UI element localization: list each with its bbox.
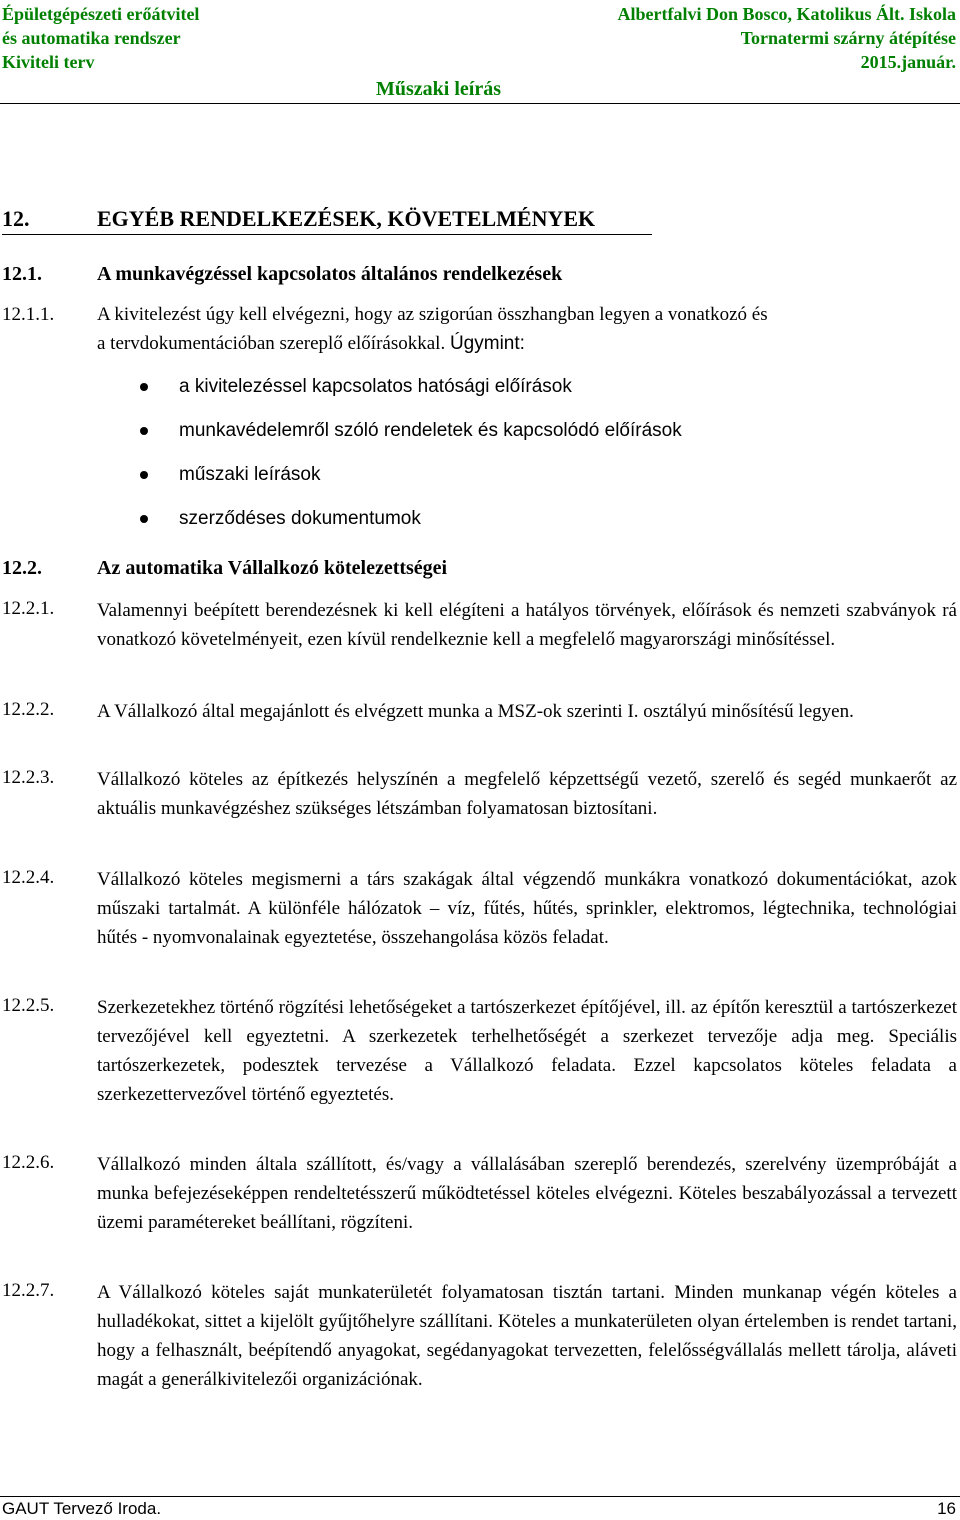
list-item [140,464,682,508]
item-number: 12.2.4. [2,867,55,888]
document-title: Műszaki leírás [376,78,501,100]
header-left-line: Épületgépészeti erőátvitel [2,4,200,24]
item-text: Vállalkozó köteles megismerni a társ szakágak által végzendő munkákra vonatkozó dokumentációkat, azok műszaki tartalmát. A különféle hálózatok – víz, fűtés, hűtés, sprinkler, elektromos, légtechnika, technológiai hűtés - nyomvonalainak egyeztetése, összehangolása közös feladat. [97,869,957,948]
footer-company: GAUT Tervező Iroda. [2,1499,162,1518]
subsection-title: Az automatika Vállalkozó kötelezettségei [97,557,448,579]
header-right-line: 2015.január. [860,52,956,72]
item-number: 12.2.5. [2,995,55,1016]
subsection-number: 12.1. [2,263,42,285]
bullet-icon [140,471,148,479]
subsection-title: A munkavégzéssel kapcsolatos általános rendelkezések [97,263,563,285]
paragraph-number: 12.1.1. [2,304,55,325]
header-right-line: Albertfalvi Don Bosco, Katolikus Ált. Iskola [617,4,956,24]
header-left-line: és automatika rendszer [2,28,181,48]
bullet-list [140,376,682,552]
list-item-text: munkavédelemről szóló rendeletek és kapcsolódó előírások [179,420,682,441]
header-left [2,2,199,74]
header-divider [0,103,960,104]
subsection-number: 12.2. [2,557,42,579]
bullet-icon [140,383,148,391]
section-title: EGYÉB RENDELKEZÉSEK, KÖVETELMÉNYEK [97,206,596,231]
paragraph-line [97,329,957,358]
section-underline [2,234,652,235]
page-number: 16 [937,1499,956,1518]
list-item-text: műszaki leírások [179,464,321,485]
item-text: Szerkezetekhez történő rögzítési lehetőségeket a tartószerkezet építőjével, ill. az építőn keresztül a tartószerkezet tervezőjével kell egyeztetni. A szerkezetek terhelhetőségét a szerkezet tervezője adja meg. Speciális tartószerkezetek, podesztek tervezése a Vállalkozó feladata. Ezzel kapcsolatos köteles feladata a szerkezettervezővel történő egyeztetés. [97,997,957,1105]
item-number: 12.2.7. [2,1280,55,1301]
list-item [140,376,682,420]
section-number: 12. [2,206,30,231]
paragraph-text-tail: Úgymint: [449,333,525,354]
list-item [140,508,682,552]
item-text: A Vállalkozó köteles saját munkaterületét folyamatosan tisztán tartani. Minden munkanap végén köteles a hulladékokat, sittet a kijelölt gyűjtőhelyre szállítani. Köteles a munkaterületen olyan értelemben is rendet tartani, hogy a felhasznált, beépítendő anyagokat, segédanyagokat tervezetten, felelősségvállalás mellett tárolja, aláveti magát a generálkivitelezői organizációnak. [97,1282,957,1390]
item-number: 12.2.6. [2,1152,55,1173]
paragraph-line: A kivitelezést úgy kell elvégezni, hogy az szigorúan összhangban legyen a vonatkozó és [97,304,768,325]
header-right [617,2,956,74]
item-text: Valamennyi beépített berendezésnek ki kell elégíteni a hatályos törvények, előírások és nemzeti szabványok rá vonatkozó követelményeit, ezen kívül rendelkeznie kell a megfelelő magyarországi minősítéssel. [97,600,957,650]
item-text: Vállalkozó köteles az építkezés helyszínén a megfelelő képzettségű vezető, szerelő és segéd munkaerőt az aktuális munkavégzéshez szükséges létszámban folyamatosan biztosítani. [97,769,957,819]
item-text: A Vállalkozó által megajánlott és elvégzett munka a MSZ-ok szerinti I. osztályú minősítésű legyen. [97,701,854,722]
item-number: 12.2.3. [2,767,55,788]
paragraph-12-1-1 [97,300,957,358]
list-item-text: a kivitelezéssel kapcsolatos hatósági előírások [179,376,572,397]
item-text: Vállalkozó minden általa szállított, és/vagy a vállalásában szereplő berendezés, szerelvény üzempróbáját a munka befejezéseképpen rendeltetésszerű működtetéssel köteles elvégezni. Köteles beszabályozással a tervezett üzemi paramétereket beállítani, rögzíteni. [97,1154,957,1233]
bullet-icon [140,515,148,523]
header-right-line: Tornatermi szárny átépítése [740,28,956,48]
bullet-icon [140,427,148,435]
list-item-text: szerződéses dokumentumok [179,508,421,529]
header-left-line: Kiviteli terv [2,52,95,72]
footer-divider [0,1496,960,1497]
list-item [140,420,682,464]
item-number: 12.2.2. [2,699,55,720]
paragraph-text: a tervdokumentációban szereplő előírásokkal. [97,333,446,354]
item-number: 12.2.1. [2,598,55,619]
